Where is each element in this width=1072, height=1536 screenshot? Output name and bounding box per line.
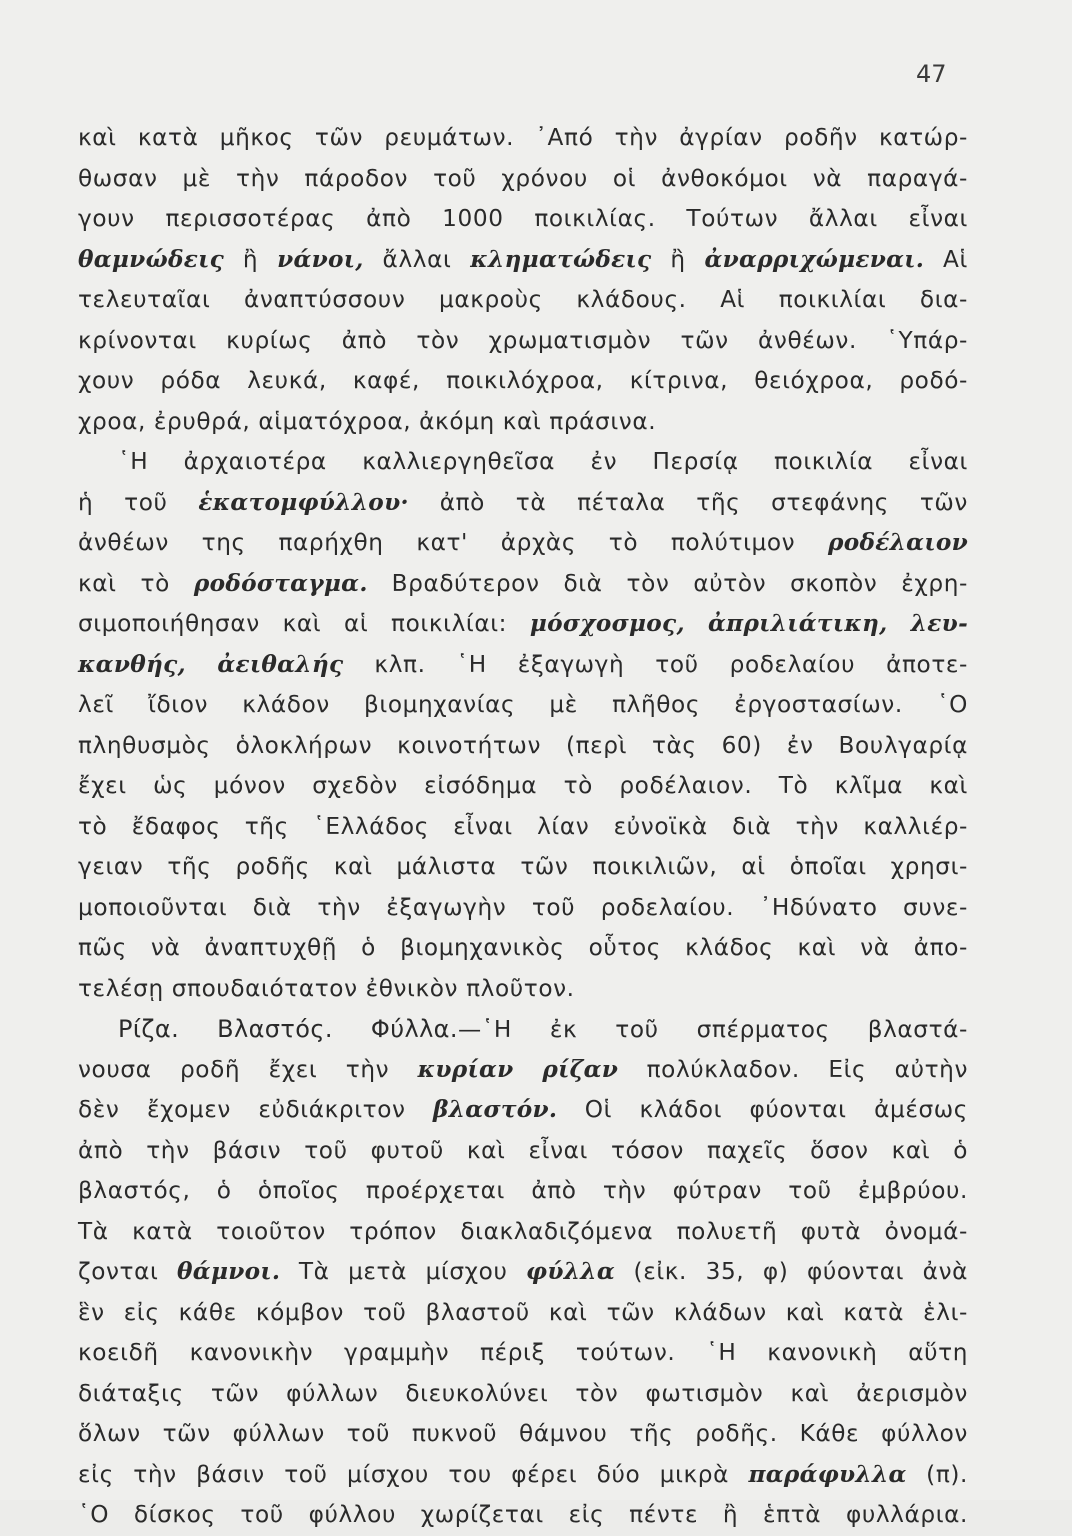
text-line xyxy=(78,928,968,969)
text-run: εἰς τὴν βάσιν τοῦ μίσχου του φέρει δύο μικρὰ xyxy=(78,1460,749,1488)
text-line xyxy=(78,1252,968,1293)
text-run: κοειδῆ κανονικὴν γραμμὴν πέριξ τούτων. ῾Η κανονικὴ αὕτη xyxy=(78,1339,968,1366)
emphasized-term: κληματώδεις xyxy=(470,245,652,273)
text-line xyxy=(78,564,968,605)
section-heading: Ρίζα. Βλαστός. Φύλλα. xyxy=(118,1015,458,1043)
text-run: γειαν τῆς ροδῆς καὶ μάλιστα τῶν ποικιλιῶν, αἱ ὁποῖαι χρησι- xyxy=(78,853,968,880)
text-run: καὶ τὸ xyxy=(78,569,194,597)
text-run: τελευταῖαι ἀναπτύσσουν μακροὺς κλάδους. Αἱ ποικιλίαι δια- xyxy=(78,286,968,313)
text-line xyxy=(78,726,968,767)
text-line xyxy=(78,685,968,726)
text-line xyxy=(78,483,968,524)
text-run: τὸ ἔδαφος τῆς ῾Ελλάδος εἶναι λίαν εὐνοϊκὰ διὰ τὴν καλλιέρ- xyxy=(78,812,968,840)
text-run: Αἱ xyxy=(924,245,968,273)
text-line xyxy=(78,159,968,200)
text-line xyxy=(78,321,968,362)
text-line xyxy=(78,442,968,483)
text-run: μοποιοῦνται διὰ τὴν ἐξαγωγὴν τοῦ ροδελαίου. ᾿Ηδύνατο συνε- xyxy=(78,893,968,921)
text-run: ἀπὸ τὴν βάσιν τοῦ φυτοῦ καὶ εἶναι τόσον παχεῖς ὅσον καὶ ὁ xyxy=(78,1136,968,1164)
emphasized-term: μόσχοσμος, ἀπριλιάτικη, λευ- xyxy=(529,610,968,637)
text-line xyxy=(78,199,968,240)
text-line xyxy=(78,1333,968,1374)
text-line xyxy=(78,888,968,929)
text-run: Οἱ κλάδοι φύονται ἀμέσως xyxy=(557,1096,968,1123)
emphasized-term: φύλλα xyxy=(526,1258,615,1285)
emphasized-term: παράφυλλα xyxy=(748,1460,907,1488)
text-line xyxy=(78,1050,968,1091)
text-line xyxy=(78,402,968,443)
text-run: ζονται xyxy=(78,1258,178,1285)
emphasized-term: βλαστόν. xyxy=(433,1096,558,1123)
emphasized-term: ἀναρριχώμεναι. xyxy=(704,245,925,273)
text-run: χροα, ἐρυθρά, αἱματόχροα, ἀκόμη καὶ πράσινα. xyxy=(78,407,657,435)
text-line xyxy=(78,847,968,888)
text-run: πῶς νὰ ἀναπτυχθῇ ὁ βιομηχανικὸς οὗτος κλάδος καὶ νὰ ἀπο- xyxy=(78,934,968,961)
text-run: ἀνθέων της παρήχθη κατ' ἀρχὰς τὸ πολύτιμον xyxy=(78,529,828,556)
text-run: ἔχει ὡς μόνον σχεδὸν εἰσόδημα τὸ ροδέλαιον. Τὸ κλῖμα καὶ xyxy=(78,772,968,799)
text-line xyxy=(78,280,968,321)
text-run: ῾Ο δίσκος τοῦ φύλλου χωρίζεται εἰς πέντε ἢ ἑπτὰ φυλλάρια. xyxy=(78,1501,968,1528)
text-run: ἓν εἰς κάθε κόμβον τοῦ βλαστοῦ καὶ τῶν κλάδων καὶ κατὰ ἑλι- xyxy=(78,1298,968,1326)
emphasized-term: κυρίαν ρίζαν xyxy=(417,1055,619,1083)
text-run: Τὰ κατὰ τοιοῦτον τρόπον διακλαδιζόμενα πολυετῆ φυτὰ ὀνομά- xyxy=(78,1217,968,1245)
text-run: δὲν ἔχομεν εὐδιάκριτον xyxy=(78,1096,434,1123)
text-line xyxy=(78,240,968,281)
text-run: πληθυσμὸς ὁλοκλήρων κοινοτήτων (περὶ τὰς 60) ἐν Βουλγαρίᾳ xyxy=(78,731,968,759)
text-run: καὶ κατὰ μῆκος τῶν ρευμάτων. ᾿Από τὴν ἀγρίαν ροδῆν κατώρ- xyxy=(78,124,968,151)
text-line xyxy=(78,1212,968,1253)
text-run: —῾Η ἐκ τοῦ σπέρματος βλαστά- xyxy=(457,1016,969,1043)
text-run: χουν ρόδα λευκά, καφέ, ποικιλόχροα, κίτρινα, θειόχροα, ροδό- xyxy=(78,367,968,394)
text-run: Τὰ μετὰ μίσχου xyxy=(280,1258,527,1285)
emphasized-term: ροδόσταγμα. xyxy=(193,569,368,597)
text-line xyxy=(78,1171,968,1212)
text-line xyxy=(78,1090,968,1131)
text-line xyxy=(78,969,968,1010)
text-run: κρίνονται κυρίως ἀπὸ τὸν χρωματισμὸν τῶν ἀνθέων. ῾Υπάρ- xyxy=(78,326,968,354)
text-line xyxy=(78,118,968,159)
text-run: ῾Η ἀρχαιοτέρα καλλιεργηθεῖσα ἐν Περσίᾳ ποικιλία εἶναι xyxy=(118,448,968,475)
emphasized-term: θαμνώδεις xyxy=(78,245,225,273)
text-run: βλαστός, ὁ ὁποῖος προέρχεται ἀπὸ τὴν φύτραν τοῦ ἐμβρύου. xyxy=(78,1177,968,1204)
text-run: ἢ xyxy=(224,245,278,273)
emphasized-term: νάνοι, xyxy=(277,245,364,273)
text-run: τελέσῃ σπουδαιότατον ἐθνικὸν πλοῦτον. xyxy=(78,974,575,1002)
text-line xyxy=(78,1414,968,1455)
text-line xyxy=(78,604,968,645)
text-run: πολύκλαδον. Εἰς αὐτὴν xyxy=(618,1055,968,1083)
text-run: ἀπὸ τὰ πέταλα τῆς στεφάνης τῶν xyxy=(408,488,968,516)
emphasized-term: ἑκατομφύλλου· xyxy=(198,488,409,516)
text-run: Βραδύτερον διὰ τὸν αὐτὸν σκοπὸν ἐχρη- xyxy=(367,569,969,597)
text-line xyxy=(78,1293,968,1334)
text-run: (π). xyxy=(906,1460,969,1488)
text-line xyxy=(78,645,968,686)
text-line xyxy=(78,361,968,402)
text-run: γουν περισσοτέρας ἀπὸ 1000 ποικιλίας. Τούτων ἄλλαι εἶναι xyxy=(78,205,968,232)
text-line xyxy=(78,807,968,848)
section-heading-line xyxy=(78,1009,968,1050)
text-line xyxy=(78,523,968,564)
text-line xyxy=(78,1495,968,1536)
emphasized-term: ροδέλαιον xyxy=(827,529,968,556)
text-line xyxy=(78,1455,968,1496)
text-run: διάταξις τῶν φύλλων διευκολύνει τὸν φωτισμὸν καὶ ἀερισμὸν xyxy=(78,1379,968,1407)
text-line xyxy=(78,766,968,807)
text-run: σιμοποιήθησαν καὶ αἱ ποικιλίαι: xyxy=(78,610,530,637)
text-run: ὅλων τῶν φύλλων τοῦ πυκνοῦ θάμνου τῆς ροδῆς. Κάθε φύλλον xyxy=(78,1420,968,1447)
emphasized-term: θάμνοι. xyxy=(177,1258,281,1285)
text-run: (εἰκ. 35, φ) φύονται ἀνὰ xyxy=(614,1258,969,1285)
page-number: 47 xyxy=(916,60,947,88)
text-run: λεῖ ἴδιον κλάδον βιομηχανίας μὲ πλῆθος ἐργοστασίων. ῾Ο xyxy=(78,691,968,718)
text-run: θωσαν μὲ τὴν πάροδον τοῦ χρόνου οἱ ἀνθοκόμοι νὰ παραγά- xyxy=(78,164,968,192)
text-run: κλπ. ῾Η ἐξαγωγὴ τοῦ ροδελαίου ἀποτε- xyxy=(343,650,968,678)
body-text xyxy=(78,118,968,1536)
text-run: ἢ xyxy=(651,245,705,273)
text-run: ἄλλαι xyxy=(363,245,471,273)
text-run: ἡ τοῦ xyxy=(78,488,199,516)
text-line xyxy=(78,1131,968,1172)
text-line xyxy=(78,1374,968,1415)
text-run: νουσα ροδῆ ἔχει τὴν xyxy=(78,1055,418,1083)
emphasized-term: κανθής, ἀειθαλής xyxy=(78,650,344,678)
